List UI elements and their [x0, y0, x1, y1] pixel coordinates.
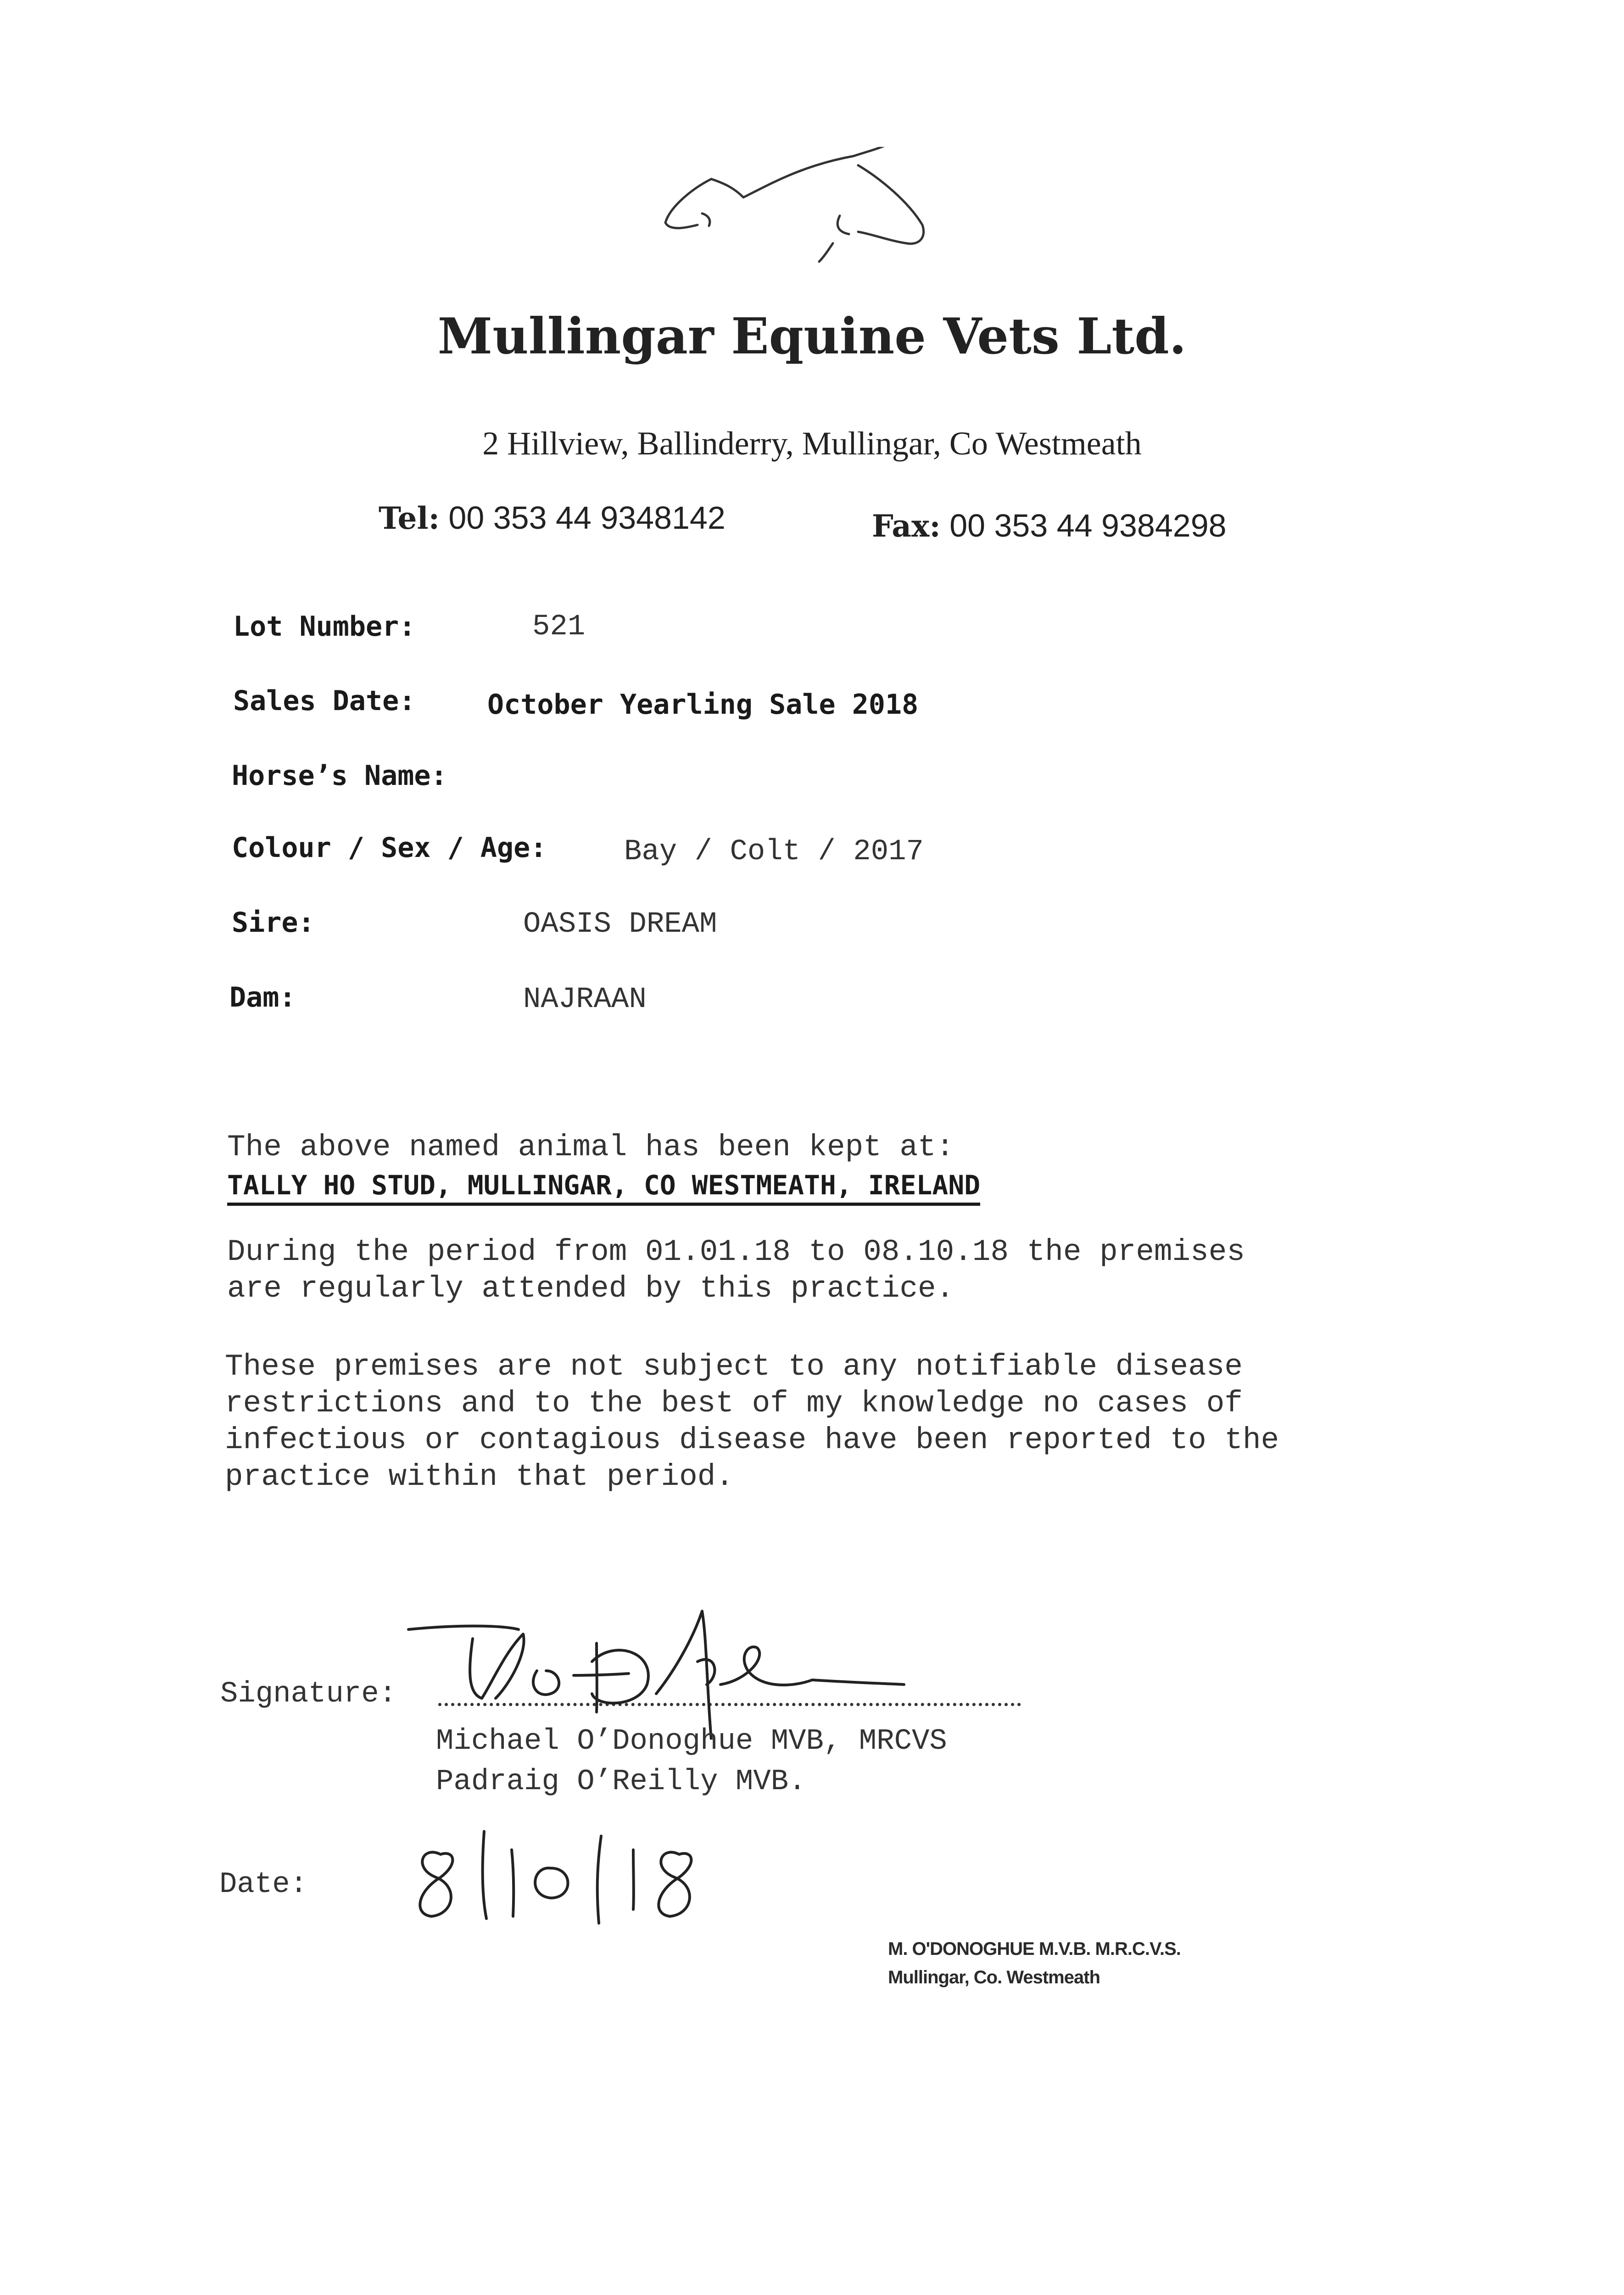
- signer-1: Michael O’Donoghue MVB, MRCVS: [436, 1725, 947, 1758]
- dam-value: NAJRAAN: [523, 983, 647, 1016]
- fax-label: Fax:: [872, 508, 941, 544]
- stamp-line-2: Mullingar, Co. Westmeath: [888, 1967, 1100, 1987]
- lot-number-value: 521: [532, 610, 586, 644]
- colour-sex-age-label: Colour / Sex / Age:: [232, 832, 547, 864]
- telephone: [379, 499, 725, 536]
- fax-number: 00 353 44 9384298: [949, 508, 1227, 543]
- horse-name-label: Horse’s Name:: [232, 760, 447, 792]
- sire-label: Sire:: [232, 907, 315, 939]
- disease-line-3: infectious or contagious disease have been reported to the: [225, 1423, 1279, 1457]
- practice-stamp: [888, 1935, 1181, 1992]
- stamp-line-1: M. O'DONOGHUE M.V.B. M.R.C.V.S.: [888, 1939, 1181, 1959]
- colour-sex-age-value: Bay / Colt / 2017: [624, 835, 924, 868]
- company-address: 2 Hillview, Ballinderry, Mullingar, Co Westmeath: [482, 425, 1142, 462]
- fax: [872, 507, 1227, 544]
- tel-label: Tel:: [379, 500, 440, 536]
- disease-line-2: restrictions and to the best of my knowledge no cases of: [225, 1386, 1243, 1421]
- lot-number-label: Lot Number:: [233, 610, 416, 643]
- signer-2: Padraig O’Reilly MVB.: [436, 1765, 806, 1798]
- disease-line-4: practice within that period.: [225, 1460, 734, 1494]
- signatories: [436, 1721, 947, 1802]
- handwritten-date: [404, 1818, 716, 1932]
- disease-paragraph: [225, 1349, 1279, 1495]
- disease-line-1: These premises are not subject to any notifiable disease: [225, 1349, 1243, 1384]
- dam-label: Dam:: [229, 981, 296, 1013]
- signature-label: Signature:: [220, 1678, 397, 1711]
- company-name: Mullingar Equine Vets Ltd.: [437, 308, 1187, 365]
- premises-address: TALLY HO STUD, MULLINGAR, CO WESTMEATH, IRELAND: [227, 1170, 980, 1206]
- sales-date-label: Sales Date:: [233, 685, 416, 717]
- period-line-2: are regularly attended by this practice.: [227, 1271, 954, 1306]
- tel-number: 00 353 44 9348142: [448, 500, 725, 536]
- horse-heads-logo-icon: [652, 147, 964, 275]
- sire-value: OASIS DREAM: [523, 908, 717, 941]
- handwritten-signature: [399, 1593, 950, 1740]
- date-label: Date:: [219, 1868, 308, 1901]
- kept-at-intro: The above named animal has been kept at:: [227, 1130, 954, 1164]
- period-line-1: During the period from 01.01.18 to 08.10.18 the premises: [227, 1235, 1245, 1269]
- sales-date-value: October Yearling Sale 2018: [487, 688, 919, 721]
- period-paragraph: [227, 1234, 1245, 1307]
